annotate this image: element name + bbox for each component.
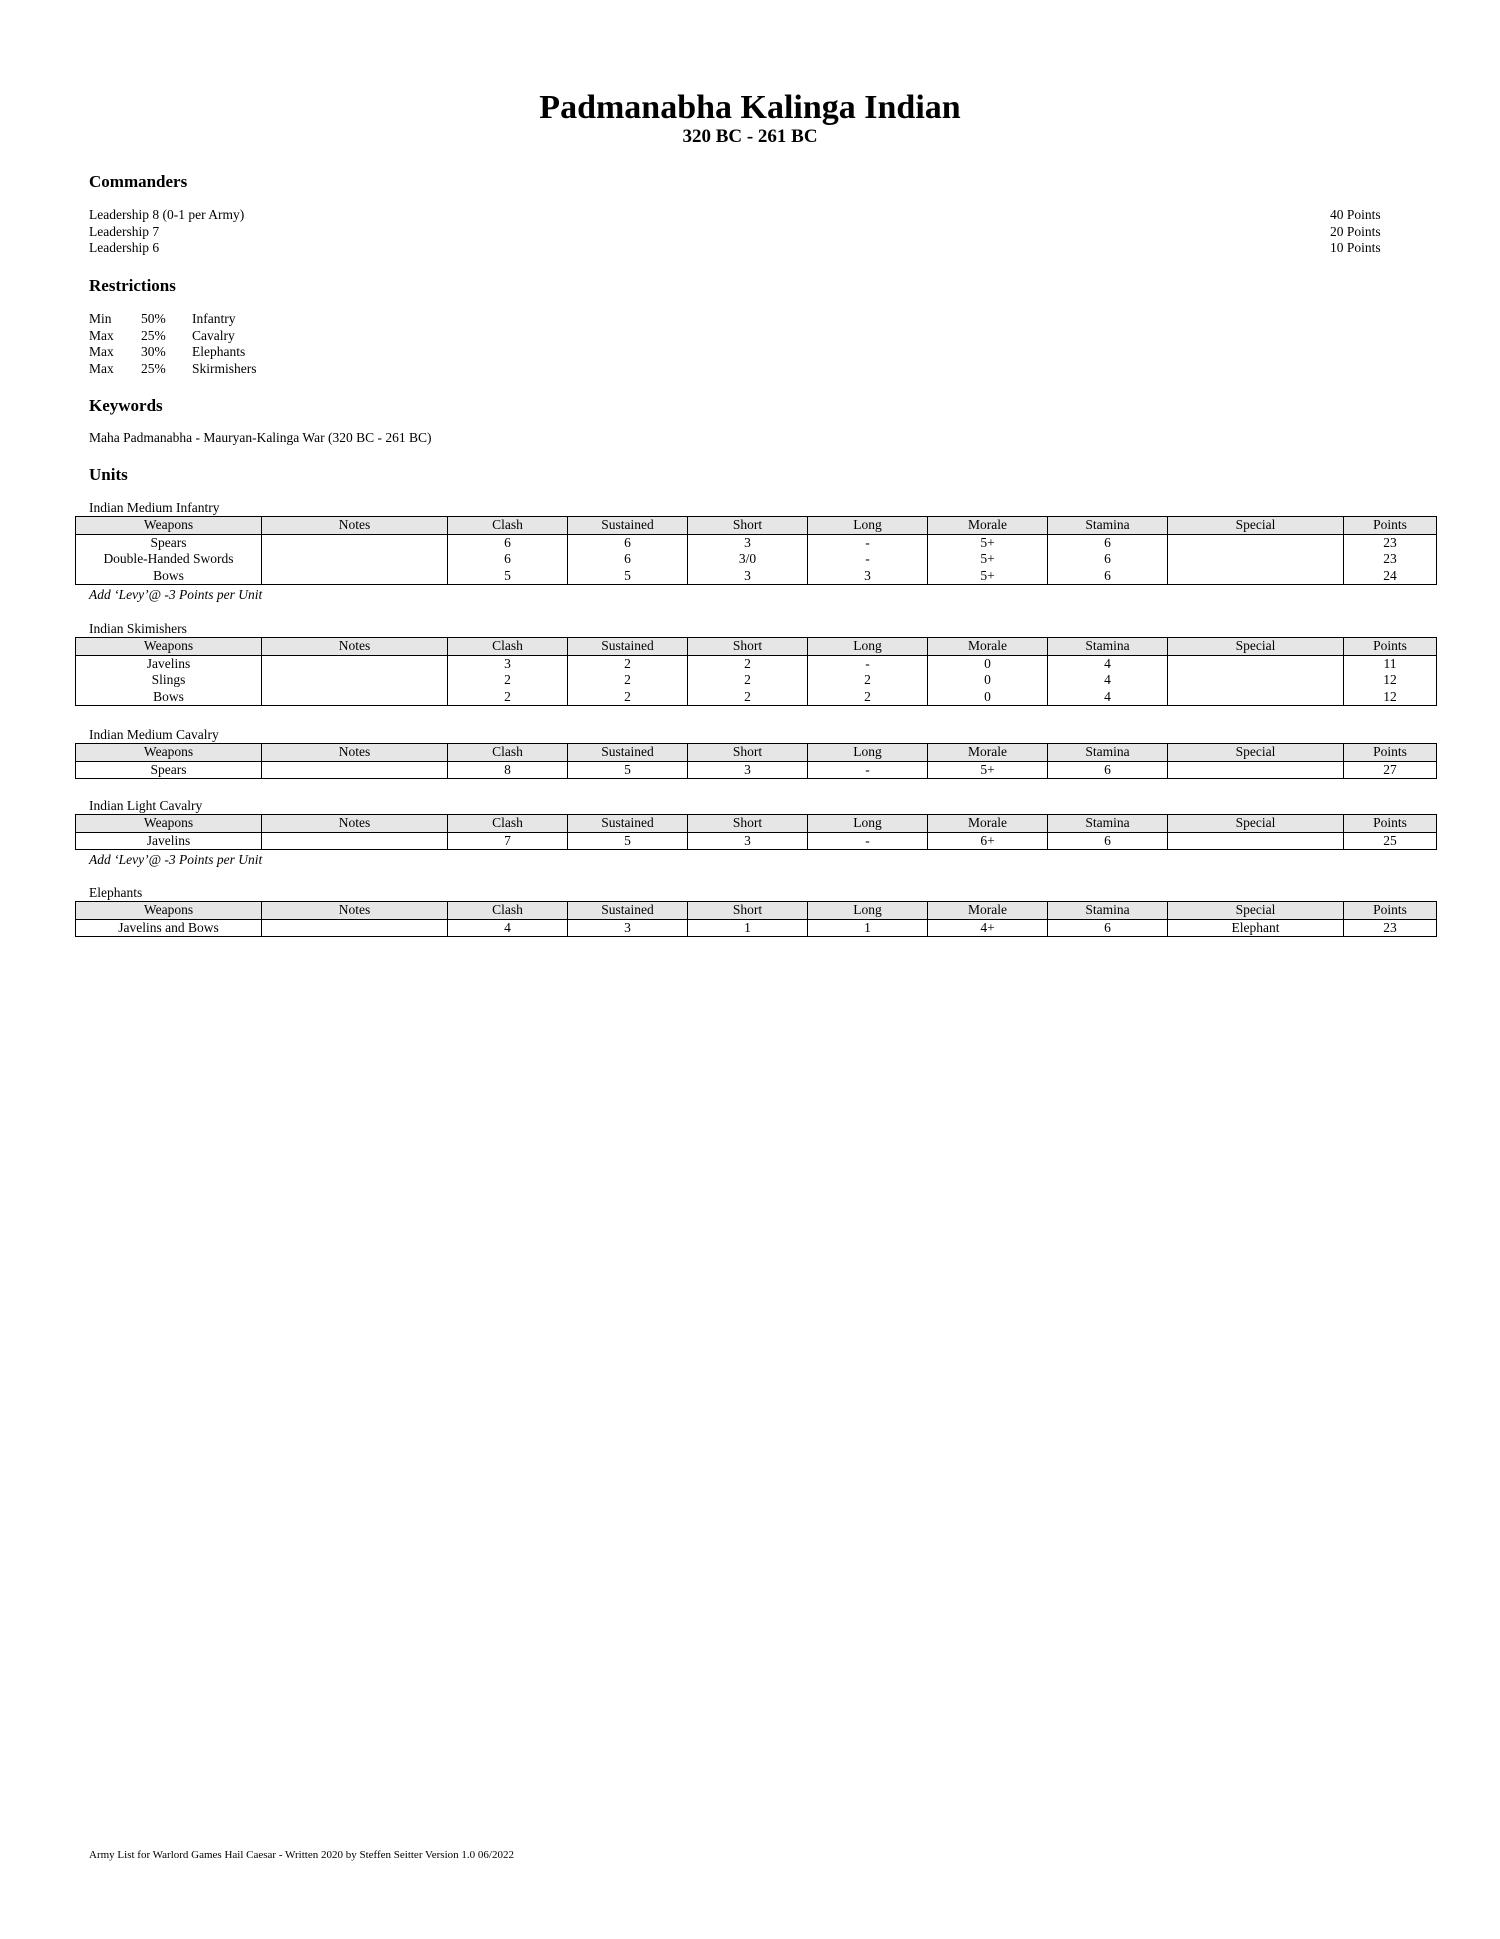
commander-row — [89, 224, 1389, 241]
column-header: Special — [1168, 517, 1344, 535]
table-cell: 2 — [688, 655, 808, 672]
restriction-type: Infantry — [192, 311, 236, 326]
table-cell — [1168, 832, 1344, 850]
table-cell — [262, 551, 448, 568]
table-cell — [262, 761, 448, 779]
restriction-pct: 25% — [141, 327, 166, 343]
column-header: Weapons — [76, 638, 262, 656]
column-header: Short — [688, 638, 808, 656]
keywords-text: Maha Padmanabha - Mauryan-Kalinga War (320 BC - 261 BC) — [89, 430, 432, 445]
table-cell: 8 — [448, 761, 568, 779]
page-subtitle: 320 BC - 261 BC — [682, 126, 818, 147]
table-row — [76, 655, 1437, 672]
table-row — [76, 832, 1437, 850]
restriction-type: Elephants — [192, 344, 246, 359]
commander-row — [89, 240, 1389, 257]
column-header: Stamina — [1048, 638, 1168, 656]
table-cell: Javelins — [76, 832, 262, 850]
table-cell: 3 — [808, 568, 928, 585]
table-cell: 5+ — [928, 551, 1048, 568]
column-header: Clash — [448, 744, 568, 762]
commander-label: Leadership 7 — [89, 223, 160, 239]
table-cell: 4 — [1048, 689, 1168, 706]
table-cell — [262, 689, 448, 706]
table-cell: - — [808, 761, 928, 779]
table-cell: Double-Handed Swords — [76, 551, 262, 568]
table-cell — [1168, 568, 1344, 585]
column-header: Special — [1168, 638, 1344, 656]
table-cell: 12 — [1344, 672, 1437, 689]
table-cell: 1 — [688, 919, 808, 937]
table-cell: 27 — [1344, 761, 1437, 779]
column-header: Weapons — [76, 902, 262, 920]
column-header: Notes — [262, 902, 448, 920]
table-cell: Elephant — [1168, 919, 1344, 937]
table-cell: 6 — [1048, 534, 1168, 551]
table-cell: 0 — [928, 672, 1048, 689]
column-header: Short — [688, 902, 808, 920]
table-cell: 6 — [568, 534, 688, 551]
table-cell: - — [808, 832, 928, 850]
table-cell: 24 — [1344, 568, 1437, 585]
table-cell: 6 — [568, 551, 688, 568]
table-cell: 6 — [1048, 761, 1168, 779]
column-header: Weapons — [76, 517, 262, 535]
table-cell: 6 — [1048, 919, 1168, 937]
column-header: Weapons — [76, 815, 262, 833]
column-header: Points — [1344, 638, 1437, 656]
column-header: Special — [1168, 815, 1344, 833]
restrictions-list — [89, 311, 257, 377]
table-row — [76, 919, 1437, 937]
table-cell: 6+ — [928, 832, 1048, 850]
table-header-row — [76, 815, 1437, 833]
column-header: Points — [1344, 815, 1437, 833]
table-cell: 3 — [688, 761, 808, 779]
table-cell: 2 — [568, 655, 688, 672]
restriction-row — [89, 361, 257, 378]
column-header: Short — [688, 517, 808, 535]
commanders-list — [89, 207, 1389, 257]
column-header: Points — [1344, 902, 1437, 920]
column-header: Points — [1344, 744, 1437, 762]
column-header: Special — [1168, 744, 1344, 762]
table-cell: 25 — [1344, 832, 1437, 850]
column-header: Clash — [448, 815, 568, 833]
unit-stats-table — [75, 516, 1437, 585]
table-cell: 3 — [688, 534, 808, 551]
table-row — [76, 568, 1437, 585]
table-header-row — [76, 744, 1437, 762]
unit-stats-table — [75, 901, 1437, 937]
table-cell — [262, 534, 448, 551]
column-header: Notes — [262, 815, 448, 833]
table-cell: 5+ — [928, 568, 1048, 585]
table-cell: 4 — [1048, 655, 1168, 672]
table-cell: 3 — [448, 655, 568, 672]
table-header-row — [76, 638, 1437, 656]
table-row — [76, 672, 1437, 689]
levy-note: Add ‘Levy’@ -3 Points per Unit — [89, 852, 263, 867]
keywords-heading: Keywords — [89, 396, 163, 415]
column-header: Long — [808, 902, 928, 920]
table-cell: Spears — [76, 761, 262, 779]
table-cell: 4 — [1048, 672, 1168, 689]
restriction-kind: Max — [89, 344, 114, 359]
column-header: Stamina — [1048, 744, 1168, 762]
table-cell: - — [808, 655, 928, 672]
table-cell: 2 — [688, 672, 808, 689]
commander-points: 10 Points — [1330, 240, 1381, 255]
table-cell: 6 — [448, 551, 568, 568]
table-cell: 3 — [568, 919, 688, 937]
column-header: Sustained — [568, 638, 688, 656]
column-header: Sustained — [568, 902, 688, 920]
column-header: Morale — [928, 517, 1048, 535]
table-cell: 7 — [448, 832, 568, 850]
unit-group-label: Indian Medium Cavalry — [89, 727, 219, 742]
table-cell: 4+ — [928, 919, 1048, 937]
table-cell: 2 — [448, 689, 568, 706]
commander-points: 40 Points — [1330, 207, 1381, 222]
column-header: Sustained — [568, 744, 688, 762]
column-header: Stamina — [1048, 517, 1168, 535]
column-header: Short — [688, 744, 808, 762]
column-header: Weapons — [76, 744, 262, 762]
table-cell — [262, 672, 448, 689]
restrictions-heading: Restrictions — [89, 276, 176, 295]
commander-label: Leadership 8 (0-1 per Army) — [89, 207, 245, 222]
column-header: Stamina — [1048, 902, 1168, 920]
restriction-row — [89, 344, 257, 361]
unit-group-label: Indian Medium Infantry — [89, 500, 220, 515]
table-cell: - — [808, 551, 928, 568]
restriction-kind: Max — [89, 360, 114, 376]
table-header-row — [76, 902, 1437, 920]
table-cell: 23 — [1344, 534, 1437, 551]
levy-note: Add ‘Levy’@ -3 Points per Unit — [89, 587, 263, 602]
units-heading: Units — [89, 465, 128, 484]
table-cell: 3 — [688, 568, 808, 585]
page-title: Padmanabha Kalinga Indian — [539, 89, 961, 126]
table-cell — [262, 832, 448, 850]
unit-stats-table — [75, 814, 1437, 850]
table-cell: Bows — [76, 689, 262, 706]
table-cell: 1 — [808, 919, 928, 937]
column-header: Notes — [262, 517, 448, 535]
table-cell: 6 — [1048, 832, 1168, 850]
column-header: Short — [688, 815, 808, 833]
table-cell: 11 — [1344, 655, 1437, 672]
restriction-pct: 25% — [141, 360, 166, 376]
table-cell: 6 — [1048, 568, 1168, 585]
table-cell: Spears — [76, 534, 262, 551]
title-block — [0, 88, 1500, 148]
table-cell: 5+ — [928, 761, 1048, 779]
commander-label: Leadership 6 — [89, 240, 160, 255]
column-header: Notes — [262, 744, 448, 762]
table-header-row — [76, 517, 1437, 535]
table-cell: 4 — [448, 919, 568, 937]
table-cell — [262, 568, 448, 585]
table-cell: 2 — [808, 689, 928, 706]
table-cell: 3 — [688, 832, 808, 850]
table-row — [76, 689, 1437, 706]
table-cell: 2 — [688, 689, 808, 706]
table-cell: 2 — [568, 689, 688, 706]
column-header: Morale — [928, 638, 1048, 656]
restriction-pct: 50% — [141, 311, 166, 326]
restriction-pct: 30% — [141, 344, 166, 359]
table-cell: 5 — [568, 568, 688, 585]
column-header: Special — [1168, 902, 1344, 920]
table-cell: Javelins and Bows — [76, 919, 262, 937]
column-header: Long — [808, 744, 928, 762]
table-row — [76, 534, 1437, 551]
table-cell — [262, 919, 448, 937]
table-cell — [1168, 655, 1344, 672]
table-cell: 12 — [1344, 689, 1437, 706]
column-header: Clash — [448, 638, 568, 656]
column-header: Long — [808, 638, 928, 656]
column-header: Stamina — [1048, 815, 1168, 833]
commander-row — [89, 207, 1389, 224]
table-cell: 2 — [808, 672, 928, 689]
table-cell: 6 — [448, 534, 568, 551]
table-cell: Bows — [76, 568, 262, 585]
restriction-type: Skirmishers — [192, 360, 257, 376]
column-header: Clash — [448, 902, 568, 920]
commanders-heading: Commanders — [89, 172, 188, 191]
column-header: Long — [808, 815, 928, 833]
restriction-row — [89, 328, 257, 345]
column-header: Morale — [928, 744, 1048, 762]
table-cell — [1168, 672, 1344, 689]
column-header: Sustained — [568, 517, 688, 535]
column-header: Points — [1344, 517, 1437, 535]
restriction-type: Cavalry — [192, 327, 235, 343]
unit-stats-table — [75, 637, 1437, 706]
table-cell: 23 — [1344, 919, 1437, 937]
unit-group-label: Indian Skimishers — [89, 621, 187, 636]
table-row — [76, 551, 1437, 568]
commander-points: 20 Points — [1330, 223, 1381, 239]
table-cell — [1168, 689, 1344, 706]
page-footer: Army List for Warlord Games Hail Caesar - Written 2020 by Steffen Seitter Version 1.0 06/2022 — [89, 1849, 514, 1861]
table-cell — [1168, 534, 1344, 551]
table-cell — [262, 655, 448, 672]
restriction-row — [89, 311, 257, 328]
table-cell: 5+ — [928, 534, 1048, 551]
table-cell: - — [808, 534, 928, 551]
table-cell: 0 — [928, 655, 1048, 672]
table-cell: 23 — [1344, 551, 1437, 568]
table-cell: 2 — [568, 672, 688, 689]
column-header: Long — [808, 517, 928, 535]
table-cell: 6 — [1048, 551, 1168, 568]
column-header: Clash — [448, 517, 568, 535]
table-cell: 5 — [448, 568, 568, 585]
unit-stats-table — [75, 743, 1437, 779]
table-cell: 2 — [448, 672, 568, 689]
column-header: Notes — [262, 638, 448, 656]
table-cell: 0 — [928, 689, 1048, 706]
table-cell: 5 — [568, 761, 688, 779]
table-cell: 3/0 — [688, 551, 808, 568]
table-cell: Javelins — [76, 655, 262, 672]
column-header: Sustained — [568, 815, 688, 833]
unit-group-label: Elephants — [89, 885, 143, 900]
restriction-kind: Min — [89, 311, 112, 326]
column-header: Morale — [928, 815, 1048, 833]
unit-group-label: Indian Light Cavalry — [89, 798, 203, 813]
table-cell: 5 — [568, 832, 688, 850]
table-cell — [1168, 761, 1344, 779]
table-cell — [1168, 551, 1344, 568]
restriction-kind: Max — [89, 327, 114, 343]
table-cell: Slings — [76, 672, 262, 689]
column-header: Morale — [928, 902, 1048, 920]
table-row — [76, 761, 1437, 779]
